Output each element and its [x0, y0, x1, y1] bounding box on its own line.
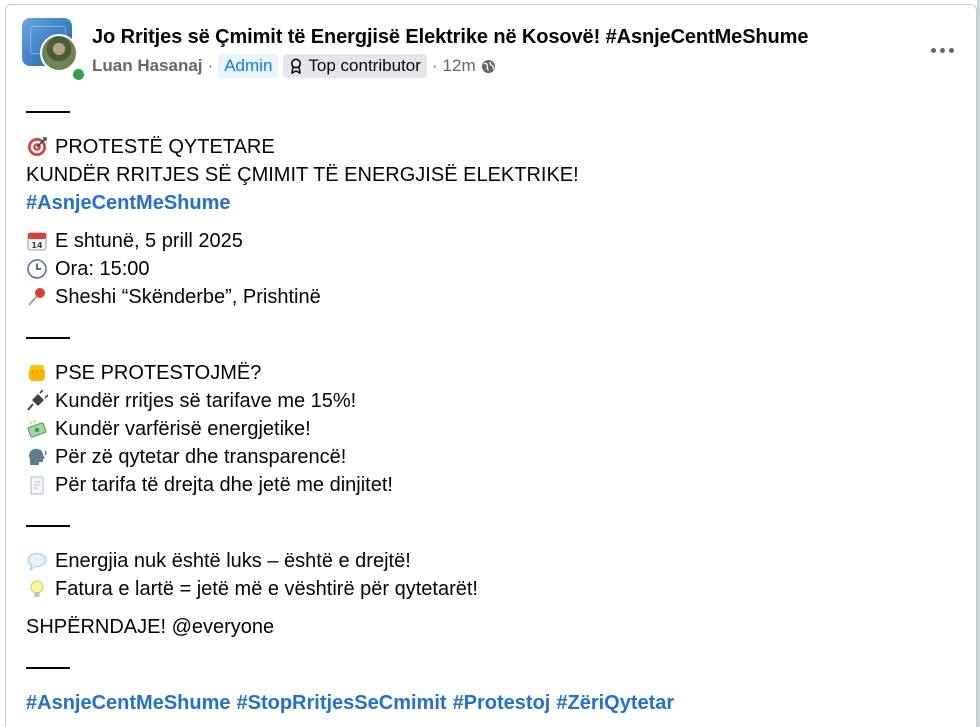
quote-line: [26, 575, 956, 603]
speech-bubble-icon: [26, 550, 48, 572]
headline-line: [26, 133, 956, 161]
place-line: [26, 283, 956, 311]
hashtags-row: [26, 689, 956, 717]
user-avatar[interactable]: [40, 34, 78, 72]
share-line: SHPËRNDAJE! @everyone: [26, 616, 275, 638]
dot-icon: [940, 48, 945, 53]
text-divider: [26, 509, 956, 537]
plug-icon: [26, 390, 48, 412]
dot-icon: [931, 48, 936, 53]
globe-icon: [481, 59, 496, 74]
hashtag-link[interactable]: #AsnjeCentMeShume: [26, 192, 231, 214]
headline-1: PROTESTË QYTETARE: [55, 136, 275, 158]
top-contributor-badge[interactable]: [283, 54, 426, 78]
post-header: [22, 18, 960, 78]
online-status-icon: [71, 67, 86, 82]
hashtag-link[interactable]: #AsnjeCentMeShume: [26, 692, 231, 714]
reason-line: [26, 415, 956, 443]
text-divider: [26, 321, 956, 349]
meta-separator: ·: [207, 56, 214, 75]
admin-badge[interactable]: Admin: [218, 54, 278, 78]
lightbulb-icon: [26, 578, 48, 600]
event-date: E shtunë, 5 prill 2025: [55, 230, 243, 252]
reason-line: [26, 387, 956, 415]
date-line: [26, 227, 956, 255]
fist-icon: [26, 362, 48, 384]
headline-2: KUNDËR RRITJES SË ÇMIMIT TË ENERGJISË ELEKTRIKE!: [26, 164, 579, 186]
top-contributor-label: Top contributor: [308, 56, 421, 75]
quote-1: Energjia nuk është luks – është e drejtë!: [55, 550, 411, 572]
avatar[interactable]: [22, 18, 78, 74]
event-place: Sheshi “Skënderbe”, Prishtinë: [55, 286, 321, 308]
speaking-head-icon: [26, 446, 48, 468]
reason-line: [26, 443, 956, 471]
why-line: [26, 359, 956, 387]
time-line: [26, 255, 956, 283]
dot-icon: [949, 48, 954, 53]
hashtag-link[interactable]: #ZëriQytetar: [556, 692, 675, 714]
hashtag-link[interactable]: #Protestoj: [452, 692, 551, 714]
quote-line: [26, 547, 956, 575]
post-title[interactable]: Jo Rritjes së Çmimit të Energjisë Elektrike në Kosovë! #AsnjeCentMeShume: [92, 26, 809, 48]
post-card: [5, 4, 977, 727]
reason-2: Kundër varfërisë energjetike!: [55, 418, 311, 440]
text-divider: [26, 651, 956, 679]
post-time[interactable]: 12m: [442, 56, 476, 75]
pushpin-icon: [26, 286, 48, 308]
more-options-button[interactable]: [924, 38, 960, 62]
quote-2: Fatura e lartë = jetë më e vështirë për qytetarët!: [55, 578, 478, 600]
author-name[interactable]: Luan Hasanaj: [92, 56, 203, 75]
text-divider: [26, 95, 956, 123]
reason-3: Për zë qytetar dhe transparencë!: [55, 446, 347, 468]
reason-4: Për tarifa të drejta dhe jetë me dinjitet!: [55, 474, 393, 496]
reason-1: Kundër rritjes së tarifave me 15%!: [55, 390, 357, 412]
reason-line: [26, 471, 956, 499]
meta-separator: ·: [431, 56, 438, 75]
calendar-icon: [26, 230, 48, 252]
trophy-icon: [289, 58, 303, 74]
scroll-icon: [26, 474, 48, 496]
hashtag-link[interactable]: #StopRritjesSeCmimit: [236, 692, 447, 714]
target-icon: [26, 136, 48, 158]
event-time: Ora: 15:00: [55, 258, 150, 280]
hashtag-line: [26, 189, 956, 217]
clock-icon: [26, 258, 48, 280]
post-body: [26, 95, 956, 717]
money-icon: [26, 418, 48, 440]
why-title: PSE PROTESTOJMË?: [55, 362, 262, 384]
svg-text:14: 14: [31, 241, 43, 250]
post-meta: [92, 53, 496, 79]
